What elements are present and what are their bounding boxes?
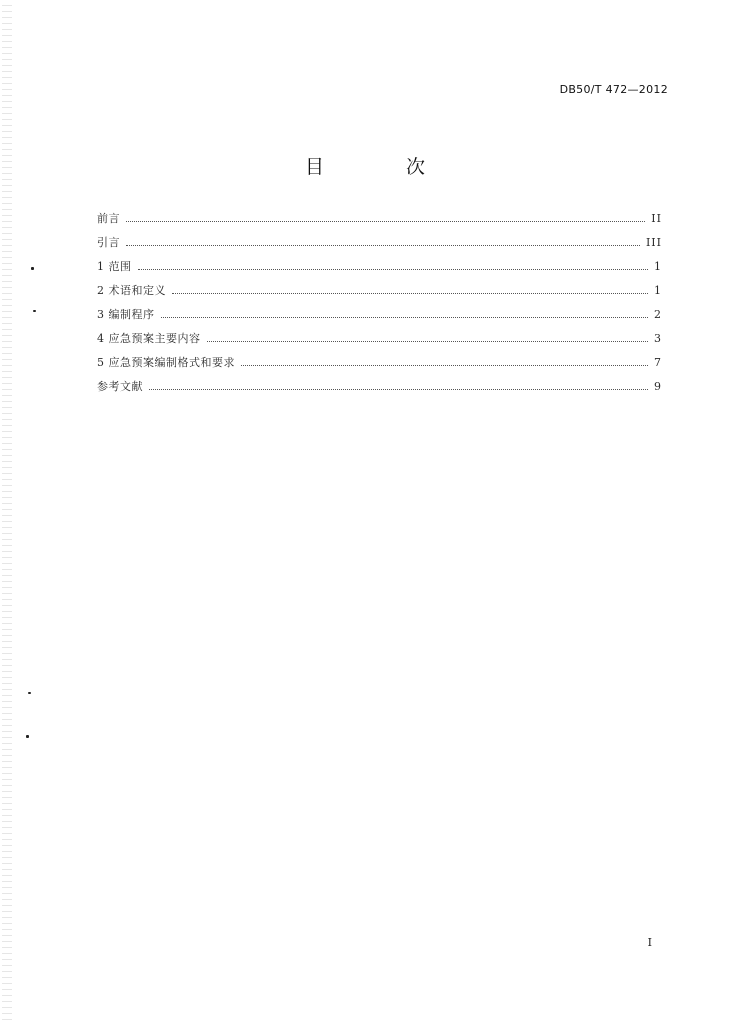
scan-mark — [31, 267, 34, 270]
table-of-contents — [97, 210, 662, 402]
scan-mark — [26, 735, 29, 738]
toc-entry-introduction[interactable] — [97, 234, 662, 258]
toc-entry-terms[interactable] — [97, 282, 662, 306]
toc-leader-dots — [241, 364, 648, 366]
toc-entry-page: 1 — [654, 284, 662, 297]
toc-entry-label: 2 术语和定义 — [97, 284, 166, 297]
toc-leader-dots — [172, 292, 648, 294]
scan-mark — [33, 310, 36, 312]
toc-entry-label: 4 应急预案主要内容 — [97, 332, 201, 345]
toc-entry-label: 1 范围 — [97, 260, 132, 273]
toc-leader-dots — [126, 244, 640, 246]
toc-leader-dots — [126, 220, 645, 222]
toc-entry-page: II — [651, 212, 662, 225]
toc-entry-main-content[interactable] — [97, 330, 662, 354]
toc-entry-scope[interactable] — [97, 258, 662, 282]
toc-leader-dots — [149, 388, 648, 390]
toc-entry-label: 引言 — [97, 236, 120, 249]
document-code: DB50/T 472—2012 — [559, 83, 668, 96]
toc-entry-format[interactable] — [97, 354, 662, 378]
toc-entry-label: 5 应急预案编制格式和要求 — [97, 356, 235, 369]
toc-entry-page: 7 — [654, 356, 662, 369]
toc-leader-dots — [161, 316, 649, 318]
toc-entry-label: 3 编制程序 — [97, 308, 155, 321]
page-number: I — [647, 936, 652, 949]
toc-entry-label: 参考文献 — [97, 380, 143, 393]
toc-entry-page: 3 — [654, 332, 662, 345]
toc-title: 目 次 — [304, 156, 464, 178]
toc-leader-dots — [138, 268, 649, 270]
toc-leader-dots — [207, 340, 649, 342]
toc-entry-page: 2 — [654, 308, 662, 321]
toc-entry-page: 1 — [654, 260, 662, 273]
toc-entry-page: 9 — [654, 380, 662, 393]
toc-entry-page: III — [645, 236, 662, 249]
toc-entry-references[interactable] — [97, 378, 662, 402]
toc-entry-foreword[interactable] — [97, 210, 662, 234]
toc-entry-procedure[interactable] — [97, 306, 662, 330]
scan-mark — [28, 692, 31, 694]
toc-entry-label: 前言 — [97, 212, 120, 225]
